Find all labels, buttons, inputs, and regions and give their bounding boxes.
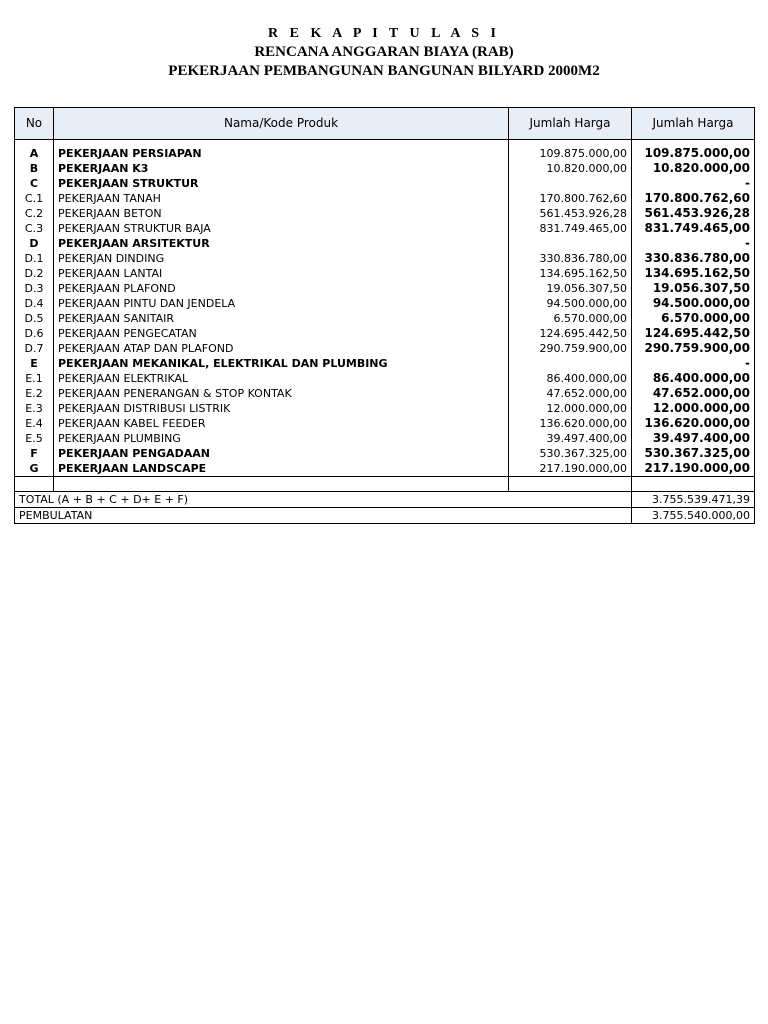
row-no: D.7 [15, 341, 54, 356]
row-amount-2: 6.570.000,00 [632, 311, 755, 326]
row-name: PEKERJAAN LANTAI [54, 266, 509, 281]
row-name: PEKERJAN DINDING [54, 251, 509, 266]
title-recap: R E K A P I T U L A S I [268, 26, 500, 41]
header-amount-2: Jumlah Harga [632, 108, 755, 140]
row-no: C.3 [15, 221, 54, 236]
row-name: PEKERJAAN PINTU DAN JENDELA [54, 296, 509, 311]
blank-row [15, 477, 755, 492]
row-amount-2: - [632, 356, 755, 371]
row-name: PEKERJAAN MEKANIKAL, ELEKTRIKAL DAN PLUMBING [54, 356, 509, 371]
row-name: PEKERJAAN TANAH [54, 191, 509, 206]
row-no: D.2 [15, 266, 54, 281]
header-amount-1: Jumlah Harga [509, 108, 632, 140]
row-no: D.3 [15, 281, 54, 296]
row-amount-2: - [632, 176, 755, 191]
row-name: PEKERJAAN PLAFOND [54, 281, 509, 296]
table-row [15, 296, 755, 311]
table-row [15, 221, 755, 236]
row-amount-1: 124.695.442,50 [509, 326, 632, 341]
row-amount-2: 19.056.307,50 [632, 281, 755, 296]
row-no: A [15, 146, 54, 161]
row-amount-2: 290.759.900,00 [632, 341, 755, 356]
table-row [15, 341, 755, 356]
row-amount-2: 124.695.442,50 [632, 326, 755, 341]
row-amount-2: 86.400.000,00 [632, 371, 755, 386]
row-amount-2: 561.453.926,28 [632, 206, 755, 221]
row-amount-1: 39.497.400,00 [509, 431, 632, 446]
header-name: Nama/Kode Produk [54, 108, 509, 140]
table-row [15, 176, 755, 191]
row-amount-1: 530.367.325,00 [509, 446, 632, 461]
row-amount-1: 47.652.000,00 [509, 386, 632, 401]
row-name: PEKERJAAN PENERANGAN & STOP KONTAK [54, 386, 509, 401]
row-name: PEKERJAAN STRUKTUR BAJA [54, 221, 509, 236]
table-row [15, 251, 755, 266]
row-name: PEKERJAAN ARSITEKTUR [54, 236, 509, 251]
header-no: No [15, 108, 54, 140]
row-amount-1: 19.056.307,50 [509, 281, 632, 296]
row-amount-2: 831.749.465,00 [632, 221, 755, 236]
row-amount-1 [509, 356, 632, 371]
total-value: 3.755.539.471,39 [632, 492, 755, 508]
rounding-row [15, 508, 755, 524]
row-no: C.2 [15, 206, 54, 221]
row-no: B [15, 161, 54, 176]
row-name: PEKERJAAN ELEKTRIKAL [54, 371, 509, 386]
row-amount-2: 10.820.000,00 [632, 161, 755, 176]
row-amount-2: 134.695.162,50 [632, 266, 755, 281]
row-amount-1: 136.620.000,00 [509, 416, 632, 431]
row-name: PEKERJAAN PENGECATAN [54, 326, 509, 341]
document-title-block [0, 24, 768, 81]
row-name: PEKERJAAN BETON [54, 206, 509, 221]
row-name: PEKERJAAN STRUKTUR [54, 176, 509, 191]
table-row [15, 371, 755, 386]
row-no: C.1 [15, 191, 54, 206]
row-no: E.2 [15, 386, 54, 401]
row-no: E.5 [15, 431, 54, 446]
row-amount-1: 109.875.000,00 [509, 146, 632, 161]
title-project: PEKERJAAN PEMBANGUNAN BANGUNAN BILYARD 2000M2 [168, 63, 600, 79]
row-amount-2: - [632, 236, 755, 251]
title-rab: RENCANA ANGGARAN BIAYA (RAB) [254, 44, 514, 60]
row-name: PEKERJAAN ATAP DAN PLAFOND [54, 341, 509, 356]
row-no: E.3 [15, 401, 54, 416]
row-no: E.4 [15, 416, 54, 431]
row-name: PEKERJAAN K3 [54, 161, 509, 176]
row-amount-2: 136.620.000,00 [632, 416, 755, 431]
table-row [15, 161, 755, 176]
row-name: PEKERJAAN LANDSCAPE [54, 461, 509, 477]
row-amount-2: 330.836.780,00 [632, 251, 755, 266]
row-amount-2: 217.190.000,00 [632, 461, 755, 477]
row-amount-1: 217.190.000,00 [509, 461, 632, 477]
row-name: PEKERJAAN KABEL FEEDER [54, 416, 509, 431]
table-row [15, 416, 755, 431]
table-row [15, 401, 755, 416]
total-row [15, 492, 755, 508]
row-amount-1 [509, 236, 632, 251]
row-amount-1: 94.500.000,00 [509, 296, 632, 311]
total-label: TOTAL (A + B + C + D+ E + F) [15, 492, 632, 508]
table-row [15, 281, 755, 296]
rounding-label: PEMBULATAN [15, 508, 632, 524]
row-no: D.4 [15, 296, 54, 311]
table-row [15, 386, 755, 401]
row-name: PEKERJAAN SANITAIR [54, 311, 509, 326]
table-row [15, 326, 755, 341]
row-amount-2: 39.497.400,00 [632, 431, 755, 446]
row-name: PEKERJAAN PENGADAAN [54, 446, 509, 461]
row-amount-2: 170.800.762,60 [632, 191, 755, 206]
row-amount-1: 134.695.162,50 [509, 266, 632, 281]
table-row [15, 191, 755, 206]
row-amount-2: 47.652.000,00 [632, 386, 755, 401]
row-no: D [15, 236, 54, 251]
row-amount-2: 94.500.000,00 [632, 296, 755, 311]
table-row [15, 206, 755, 221]
row-no: E [15, 356, 54, 371]
row-amount-1: 170.800.762,60 [509, 191, 632, 206]
row-amount-1: 6.570.000,00 [509, 311, 632, 326]
row-amount-1: 290.759.900,00 [509, 341, 632, 356]
rab-summary-table [14, 107, 755, 524]
rounding-value: 3.755.540.000,00 [632, 508, 755, 524]
row-amount-1: 12.000.000,00 [509, 401, 632, 416]
row-name: PEKERJAAN DISTRIBUSI LISTRIK [54, 401, 509, 416]
row-no: G [15, 461, 54, 477]
row-amount-2: 12.000.000,00 [632, 401, 755, 416]
table-header-row [15, 108, 755, 140]
table-row [15, 236, 755, 251]
table-row [15, 146, 755, 161]
table-row [15, 461, 755, 477]
row-no: D.6 [15, 326, 54, 341]
row-no: C [15, 176, 54, 191]
row-no: D.1 [15, 251, 54, 266]
table-row [15, 431, 755, 446]
row-amount-1: 561.453.926,28 [509, 206, 632, 221]
row-amount-2: 109.875.000,00 [632, 146, 755, 161]
table-row [15, 356, 755, 371]
row-amount-1: 831.749.465,00 [509, 221, 632, 236]
row-no: D.5 [15, 311, 54, 326]
table-row [15, 446, 755, 461]
table-row [15, 311, 755, 326]
row-amount-2: 530.367.325,00 [632, 446, 755, 461]
row-name: PEKERJAAN PERSIAPAN [54, 146, 509, 161]
row-no: E.1 [15, 371, 54, 386]
row-amount-1: 86.400.000,00 [509, 371, 632, 386]
table-row [15, 266, 755, 281]
row-name: PEKERJAAN PLUMBING [54, 431, 509, 446]
row-amount-1: 330.836.780,00 [509, 251, 632, 266]
row-no: F [15, 446, 54, 461]
row-amount-1: 10.820.000,00 [509, 161, 632, 176]
row-amount-1 [509, 176, 632, 191]
